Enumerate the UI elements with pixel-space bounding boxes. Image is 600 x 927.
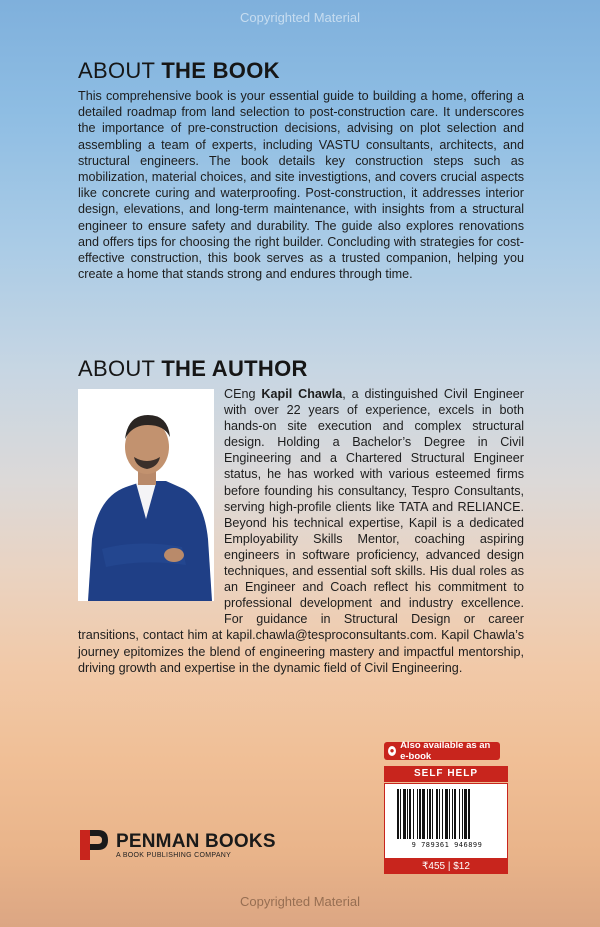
barcode [384,783,508,859]
about-author-heading [78,356,308,382]
about-author-heading-prefix: ABOUT [78,356,155,381]
about-book-heading-prefix: ABOUT [78,58,155,83]
watermark-bottom: Copyrighted Material [240,894,360,909]
genre-label: SELF HELP [384,766,508,782]
photo-spacer [78,386,224,612]
publisher-tagline: A BOOK PUBLISHING COMPANY [116,851,232,859]
about-author-block [78,386,524,676]
ebook-label: Also available as an e-book [400,740,491,762]
author-bio: , a distinguished Civil Engineer with over 22 years of experience, excels in both hands-on site execution and complex structural design. Holding a Bachelor’s Degree in Civil Engineering and a Chartered Structural Engineer status, he has worked with various esteemed firms before founding his consultancy, Tespro Consultants, serving high-profile clients like TATA and RELIANCE. Beyond his technical expertise, Kapil is a dedicated Employability Skills Mentor, coaching aspiring engineers in software proficiency, advanced design techniques, and essential soft skills. His dual roles as an Engineer and Coach reflect his commitment to professional development and industry excellence. For guidance in Structural Design or career transitions, contact him at kapil.chawla@tesproconsultants.com. Kapil Chawla’s journey epitomizes the blend of engineering mastery and impactful mentorship, driving growth and expertise in the dynamic field of Civil Engineering. [78,387,524,675]
penman-logo-icon [78,828,110,862]
price-label: ₹455 | $12 [384,859,508,874]
author-title-prefix: CEng [224,387,256,401]
ebook-icon: ● [389,746,395,755]
about-book-text: This comprehensive book is your essential guide to building a home, offering a detailed roadmap from land selection to post-construction care. It underscores the importance of pre-construction decisions, advising on plot selection and assembling a team of experts, including VASTU consultants, architects, and structural engineers. The book details key construction steps such as mobilization, material choices, and site investigtions, and covers crucial aspects like concrete curing and waterproofing. Post-construction, it addresses interior design, elevations, and long-term maintenance, with insights from a structural engineer to ensure safety and durability. The guide also explores renovations and offers tips for choosing the right builder. Concluding with strategies for cost-effective construction, this book serves as a trusted companion, helping you create a home that stands strong and endures through time. [78,89,524,282]
author-name: Kapil Chawla [261,387,343,401]
ebook-badge [384,742,500,760]
about-book-heading-bold: THE BOOK [161,58,280,83]
publisher-logo [78,828,276,862]
publisher-name: PENMAN BOOKS [116,830,276,852]
about-book-heading [78,58,280,84]
isbn-number: 9 789361 946899 [411,841,483,849]
watermark-top: Copyrighted Material [240,10,360,25]
barcode-bars-icon [395,789,499,841]
publisher-text [116,832,276,859]
about-author-heading-bold: THE AUTHOR [161,356,308,381]
